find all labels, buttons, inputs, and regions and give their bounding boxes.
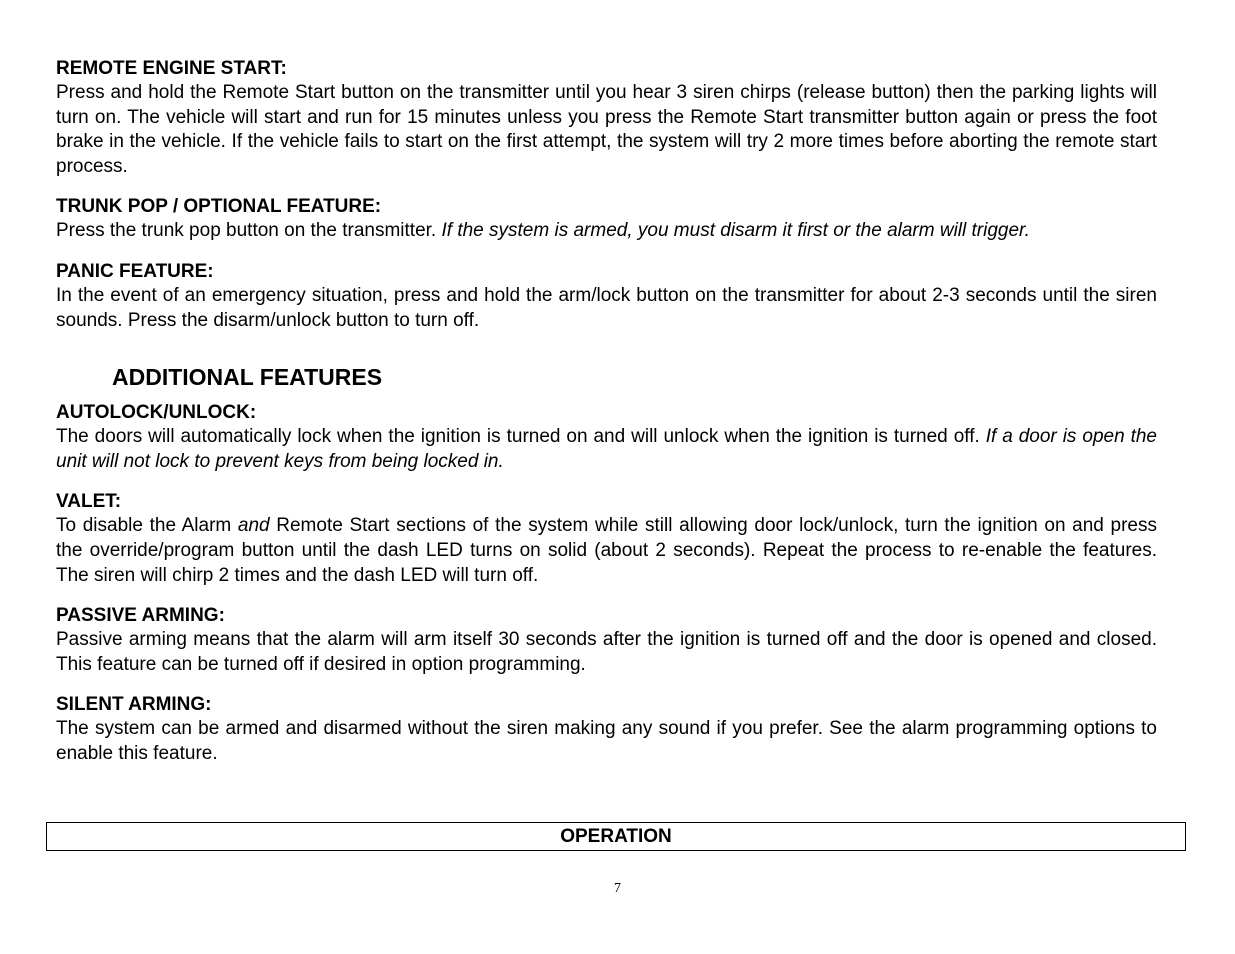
spacer [56, 677, 1157, 693]
section-body: The system can be armed and disarmed without the siren making any sound if you prefer. See the alarm programming options to enable this feature. [56, 718, 1157, 764]
section-body-italic: and [237, 515, 270, 537]
footer-operation-box [46, 822, 1186, 851]
spacer [56, 588, 1157, 604]
page-number: 7 [614, 881, 621, 896]
footer-label: OPERATION [560, 826, 672, 847]
section-remote-engine-start [56, 57, 1157, 179]
document-page [56, 57, 1157, 767]
section-silent-arming [56, 693, 1157, 766]
spacer [56, 391, 1157, 401]
section-passive-arming [56, 604, 1157, 677]
section-valet [56, 490, 1157, 588]
section-body-text: The doors will automatically lock when the ignition is turned on and will unlock when the ignition is turned off. [56, 426, 986, 448]
spacer [56, 333, 1157, 363]
section-body-text: Press the trunk pop button on the transmitter. [56, 220, 442, 242]
section-body: In the event of an emergency situation, press and hold the arm/lock button on the transmitter for about 2-3 seconds until the siren sounds. Press the disarm/unlock button to turn off. [56, 284, 1157, 331]
section-body-text: To disable the Alarm [56, 515, 238, 537]
additional-features-title: ADDITIONAL FEATURES [112, 364, 383, 391]
section-heading: TRUNK POP / OPTIONAL FEATURE: [56, 196, 382, 218]
section-body [56, 514, 1157, 588]
section-body [56, 219, 1157, 244]
section-heading: AUTOLOCK/UNLOCK: [56, 402, 257, 424]
section-body-text: Remote Start sections of the system while still allowing door lock/unlock, turn the ignition on and press the override/program button until the dash LED turns on solid (about 2 seconds). Repeat the process to re-enable the features. The siren will chirp 2 times and the dash LED will turn off. [56, 515, 1157, 586]
spacer [56, 179, 1157, 195]
section-body [56, 425, 1157, 474]
section-body: Passive arming means that the alarm will arm itself 30 seconds after the ignition is turned off and the door is opened and closed. This feature can be turned off if desired in option programming. [56, 629, 1157, 675]
spacer [56, 474, 1157, 490]
spacer [56, 244, 1157, 260]
section-body: Press and hold the Remote Start button on the transmitter until you hear 3 siren chirps (release button) then the parking lights will turn on. The vehicle will start and run for 15 minutes unless you press the Remote Start transmitter button again or press the foot brake in the vehicle. If the vehicle fails to start on the first attempt, the system will try 2 more times before aborting the remote start process. [56, 82, 1157, 177]
section-panic-feature [56, 260, 1157, 333]
section-body-italic: If a door is open the unit will not lock to prevent keys from being locked in. [56, 426, 1157, 472]
section-autolock [56, 401, 1157, 474]
section-heading: PASSIVE ARMING: [56, 605, 225, 627]
section-heading: PANIC FEATURE: [56, 260, 214, 282]
section-heading: SILENT ARMING: [56, 694, 212, 716]
section-heading: REMOTE ENGINE START: [56, 58, 287, 79]
section-body-italic: If the system is armed, you must disarm it first or the alarm will trigger. [441, 220, 1030, 242]
section-trunk-pop [56, 195, 1157, 244]
section-heading: VALET: [56, 491, 122, 513]
